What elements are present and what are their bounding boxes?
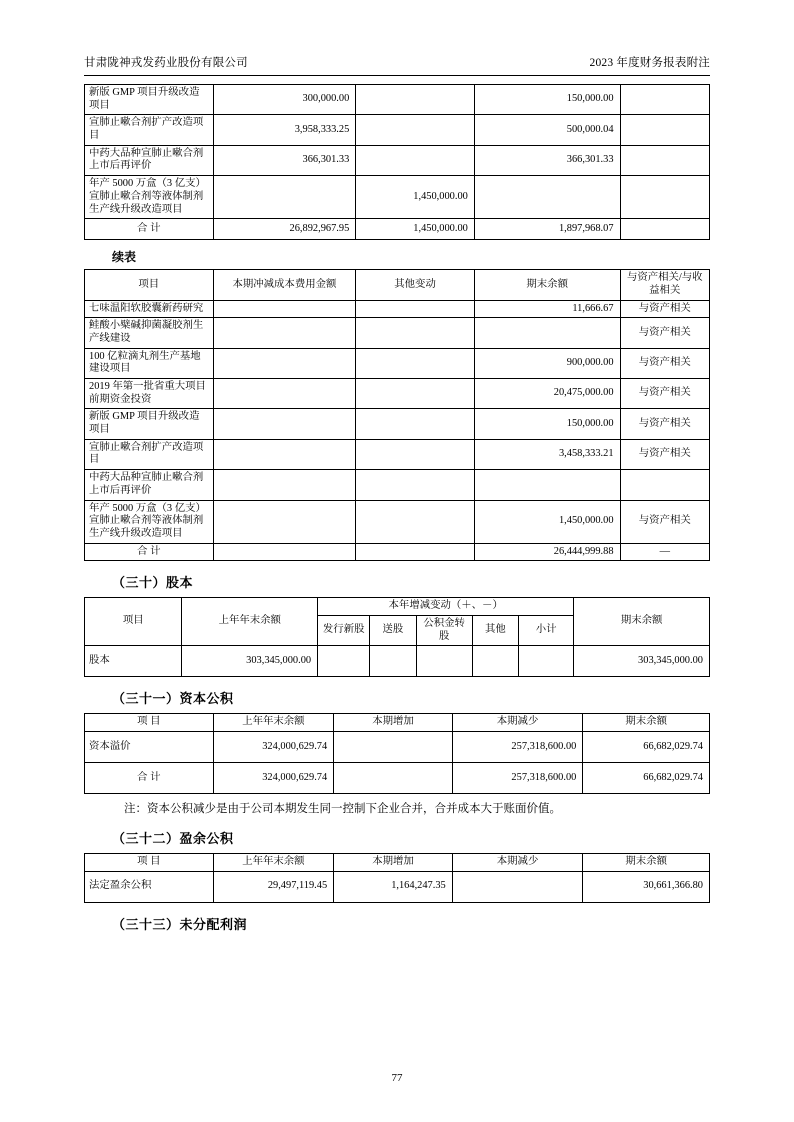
cell-c3: 900,000.00: [474, 348, 620, 378]
cell-c4: 与资产相关: [620, 500, 709, 543]
cell-c2: [356, 85, 475, 115]
table-header-row: [85, 714, 710, 732]
cell-c3: 26,444,999.88: [474, 543, 620, 561]
cell-c3: 366,301.33: [474, 145, 620, 175]
col-end-balance: 期末余额: [583, 854, 710, 872]
cell-c4: 与资产相关: [620, 318, 709, 348]
col-increase: 本期增加: [334, 714, 453, 732]
section-title-32: （三十二）盈余公积: [112, 831, 234, 847]
cell-c2: [334, 732, 453, 763]
cell-c4: 30,661,366.80: [583, 871, 710, 902]
cell-c2: [356, 409, 475, 439]
share-capital-table: [84, 597, 710, 677]
header-company: 甘肃陇神戎发药业股份有限公司: [84, 57, 248, 69]
cell-c2: [356, 348, 475, 378]
cell-c1: 366,301.33: [213, 145, 356, 175]
col-increase: 本期增加: [334, 854, 453, 872]
cell-c4: [472, 646, 518, 677]
surplus-reserve-table: [84, 853, 710, 903]
cell-c1: [318, 646, 370, 677]
col-change-group: 本年增减变动（＋、－）: [318, 598, 574, 616]
cell-c2: 1,164,247.35: [334, 871, 453, 902]
section-title-31: （三十一）资本公积: [112, 691, 234, 707]
col-other-change: 其他变动: [356, 270, 475, 300]
cell-c4: 与资产相关: [620, 439, 709, 469]
cell-begin: 303,345,000.00: [182, 646, 318, 677]
cell-item: 鲑酸小檗碱抑菌凝胶剂生产线建设: [85, 318, 214, 348]
cell-c3: 11,666.67: [474, 300, 620, 318]
cell-c2: [356, 300, 475, 318]
cell-c2: [356, 543, 475, 561]
capital-reserve-note: 注：资本公积减少是由于公司本期发生同一控制下企业合并，合并成本大于账面价值。: [124, 803, 561, 815]
table-row: [85, 732, 710, 763]
table-row-total: [85, 543, 710, 561]
cell-item: 股本: [85, 646, 182, 677]
table-row: [85, 646, 710, 677]
cell-end: 303,345,000.00: [574, 646, 710, 677]
table-row: [85, 379, 710, 409]
section-title-30: （三十）股本: [112, 575, 194, 591]
col-item: 项 目: [85, 714, 214, 732]
table-row: [85, 871, 710, 902]
cell-c1: [213, 543, 356, 561]
col-offset-amount: 本期冲减成本费用金额: [213, 270, 356, 300]
header-doc-title: 2023 年度财务报表附注: [589, 57, 710, 69]
cell-c3: [452, 871, 583, 902]
cell-c1: [213, 379, 356, 409]
cell-c3: 1,450,000.00: [474, 500, 620, 543]
cell-item: 中药大品种宣肺止嗽合剂上市后再评价: [85, 145, 214, 175]
cell-c2: [370, 646, 416, 677]
deferred-income-table-continued: [84, 269, 710, 561]
cell-c4: 与资产相关: [620, 379, 709, 409]
col-decrease: 本期减少: [452, 714, 583, 732]
cell-item: 合 计: [85, 763, 214, 794]
col-other: 其他: [472, 615, 518, 645]
cell-c1: [213, 409, 356, 439]
table-row: [85, 145, 710, 175]
col-begin-balance: 上年年末余额: [213, 714, 334, 732]
col-relation: 与资产相关/与收益相关: [620, 270, 709, 300]
cell-c4: [620, 115, 709, 145]
cell-c1: 3,958,333.25: [213, 115, 356, 145]
col-item: 项 目: [85, 854, 214, 872]
table-row: [85, 300, 710, 318]
cell-c3: [416, 646, 472, 677]
cell-item: 100 亿粒滴丸剂生产基地建设项目: [85, 348, 214, 378]
cell-c3: [474, 318, 620, 348]
cell-c4: —: [620, 543, 709, 561]
cell-item: 新版 GMP 项目升级改造项目: [85, 85, 214, 115]
cell-c2: [356, 379, 475, 409]
cell-c1: [213, 176, 356, 219]
table-row: [85, 115, 710, 145]
cell-item: 宣肺止嗽合剂扩产改造项目: [85, 115, 214, 145]
cell-c2: 1,450,000.00: [356, 176, 475, 219]
cell-item: 新版 GMP 项目升级改造项目: [85, 409, 214, 439]
page-header: [84, 54, 710, 76]
continued-table-label: 续表: [112, 250, 137, 265]
col-reserve-transfer: 公积金转股: [416, 615, 472, 645]
cell-c5: [519, 646, 574, 677]
cell-c4: 与资产相关: [620, 409, 709, 439]
cell-c3: 257,318,600.00: [452, 763, 583, 794]
cell-c1: [213, 500, 356, 543]
cell-c1: 300,000.00: [213, 85, 356, 115]
col-decrease: 本期减少: [452, 854, 583, 872]
cell-c4: [620, 219, 709, 240]
col-new-shares: 发行新股: [318, 615, 370, 645]
cell-item: 七味温阳软胶囊新药研究: [85, 300, 214, 318]
cell-c4: 与资产相关: [620, 300, 709, 318]
cell-c3: 3,458,333.21: [474, 439, 620, 469]
cell-item: 2019 年第一批省重大项目前期资金投资: [85, 379, 214, 409]
col-item: 项目: [85, 270, 214, 300]
cell-c1: [213, 300, 356, 318]
cell-c2: [356, 470, 475, 500]
cell-c4: [620, 145, 709, 175]
col-subtotal: 小计: [519, 615, 574, 645]
cell-item: 合 计: [85, 219, 214, 240]
cell-item: 合 计: [85, 543, 214, 561]
cell-c3: [474, 176, 620, 219]
cell-c4: [620, 176, 709, 219]
table-row: [85, 348, 710, 378]
cell-c3: 20,475,000.00: [474, 379, 620, 409]
cell-c1: [213, 348, 356, 378]
cell-item: 年产 5000 万盒（3 亿支）宣肺止嗽合剂等液体制剂生产线升级改造项目: [85, 500, 214, 543]
table-row: [85, 409, 710, 439]
cell-c2: [356, 500, 475, 543]
table-row: [85, 470, 710, 500]
col-end-balance: 期末余额: [583, 714, 710, 732]
cell-item: 中药大品种宣肺止嗽合剂上市后再评价: [85, 470, 214, 500]
table-row: [85, 176, 710, 219]
col-item: 项目: [85, 598, 182, 646]
page-number: 77: [391, 1072, 403, 1084]
cell-c1: 324,000,629.74: [213, 732, 334, 763]
table-header-row: [85, 270, 710, 300]
cell-c1: 29,497,119.45: [213, 871, 334, 902]
cell-c4: [620, 85, 709, 115]
capital-reserve-table: [84, 713, 710, 794]
col-begin-balance: 上年年末余额: [213, 854, 334, 872]
col-begin-balance: 上年年末余额: [182, 598, 318, 646]
deferred-income-table-top: [84, 84, 710, 240]
table-row: [85, 500, 710, 543]
section-title-33: （三十三）未分配利润: [112, 916, 248, 932]
cell-c2: [356, 318, 475, 348]
cell-c1: [213, 470, 356, 500]
table-row-total: [85, 219, 710, 240]
cell-item: 法定盈余公积: [85, 871, 214, 902]
cell-c4: 66,682,029.74: [583, 732, 710, 763]
cell-c1: 324,000,629.74: [213, 763, 334, 794]
table-row-total: [85, 763, 710, 794]
cell-item: 资本溢价: [85, 732, 214, 763]
cell-c2: [356, 439, 475, 469]
cell-c2: 1,450,000.00: [356, 219, 475, 240]
cell-c1: 26,892,967.95: [213, 219, 356, 240]
table-row: [85, 439, 710, 469]
table-header-row: [85, 598, 710, 616]
cell-item: 宣肺止嗽合剂扩产改造项目: [85, 439, 214, 469]
cell-c1: [213, 318, 356, 348]
cell-c4: 与资产相关: [620, 348, 709, 378]
cell-c3: 257,318,600.00: [452, 732, 583, 763]
cell-c3: 1,897,968.07: [474, 219, 620, 240]
cell-c3: 150,000.00: [474, 409, 620, 439]
cell-c2: [356, 145, 475, 175]
col-bonus-shares: 送股: [370, 615, 416, 645]
cell-c2: [334, 763, 453, 794]
cell-item: 年产 5000 万盒（3 亿支）宣肺止嗽合剂等液体制剂生产线升级改造项目: [85, 176, 214, 219]
cell-c3: 500,000.04: [474, 115, 620, 145]
cell-c4: [620, 470, 709, 500]
cell-c2: [356, 115, 475, 145]
cell-c4: 66,682,029.74: [583, 763, 710, 794]
cell-c3: [474, 470, 620, 500]
cell-c1: [213, 439, 356, 469]
table-header-row: [85, 854, 710, 872]
table-row: [85, 318, 710, 348]
col-end-balance: 期末余额: [474, 270, 620, 300]
table-row: [85, 85, 710, 115]
col-end-balance: 期末余额: [574, 598, 710, 646]
cell-c3: 150,000.00: [474, 85, 620, 115]
